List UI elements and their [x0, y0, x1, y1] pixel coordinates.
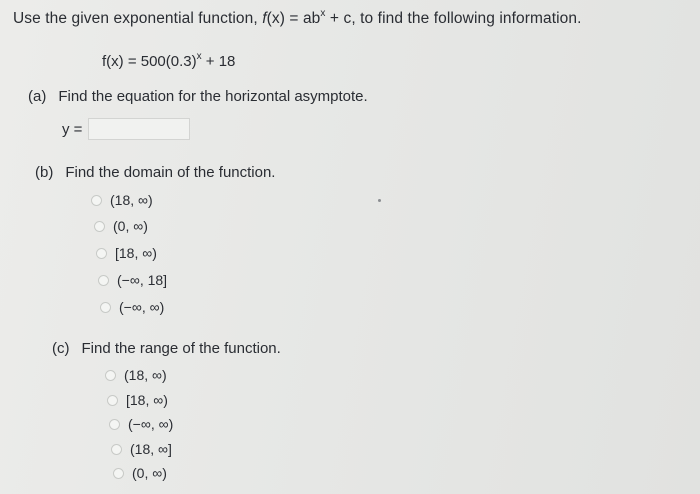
function-equation: [102, 51, 235, 70]
range-option-label: (18, ∞): [124, 367, 167, 383]
part-b-text: Find the domain of the function.: [65, 164, 276, 181]
radio-button-icon[interactable]: [107, 395, 118, 406]
part-c-heading: [52, 340, 281, 357]
equation-lhs: f(x) = 500(0.3): [102, 53, 197, 70]
part-a-text: Find the equation for the horizontal asymptote.: [58, 88, 368, 105]
range-option[interactable]: [105, 367, 167, 383]
intro-exponent: x: [320, 8, 326, 19]
part-b-heading: [35, 164, 275, 181]
equation-rhs: + 18: [201, 53, 236, 70]
domain-option[interactable]: [91, 192, 153, 208]
domain-option[interactable]: [96, 245, 157, 261]
domain-option-label: (18, ∞): [110, 192, 153, 208]
asymptote-answer-label: y =: [62, 120, 83, 138]
range-option[interactable]: [111, 441, 172, 457]
radio-button-icon[interactable]: [91, 195, 102, 206]
equation-exponent: x: [196, 51, 202, 62]
radio-button-icon[interactable]: [96, 248, 107, 259]
range-option[interactable]: [109, 416, 173, 432]
intro-function-form: (x) = ab: [266, 10, 321, 27]
radio-button-icon[interactable]: [100, 302, 111, 313]
asymptote-answer-input[interactable]: [88, 118, 190, 140]
intro-function-name: f: [262, 10, 267, 27]
domain-option[interactable]: [100, 299, 164, 315]
range-option[interactable]: [113, 465, 167, 481]
part-b-letter: (b): [35, 164, 54, 181]
part-a-answer-row: [62, 118, 190, 140]
range-option[interactable]: [107, 392, 168, 408]
domain-option-label: (−∞, 18]: [117, 272, 168, 288]
radio-button-icon[interactable]: [111, 444, 122, 455]
intro-suffix: + c, to find the following information.: [325, 10, 582, 27]
radio-button-icon[interactable]: [94, 221, 105, 232]
part-c-letter: (c): [52, 340, 70, 357]
stray-dot: [378, 199, 381, 202]
radio-button-icon[interactable]: [113, 468, 124, 479]
range-option-label: [18, ∞): [126, 392, 168, 408]
range-option-label: (0, ∞): [132, 465, 167, 481]
domain-option-label: [18, ∞): [115, 245, 157, 261]
domain-option[interactable]: [94, 218, 148, 234]
range-option-label: (18, ∞]: [130, 441, 172, 457]
part-c-text: Find the range of the function.: [81, 340, 281, 357]
radio-button-icon[interactable]: [98, 275, 109, 286]
part-a-heading: [28, 88, 368, 105]
range-option-label: (−∞, ∞): [128, 416, 174, 432]
question-intro: [13, 8, 582, 28]
domain-option-label: (−∞, ∞): [119, 299, 165, 315]
radio-button-icon[interactable]: [105, 370, 116, 381]
part-a-letter: (a): [28, 88, 47, 105]
domain-option[interactable]: [98, 272, 167, 288]
intro-prefix: Use the given exponential function,: [13, 10, 263, 27]
domain-option-label: (0, ∞): [113, 218, 148, 234]
radio-button-icon[interactable]: [109, 419, 120, 430]
